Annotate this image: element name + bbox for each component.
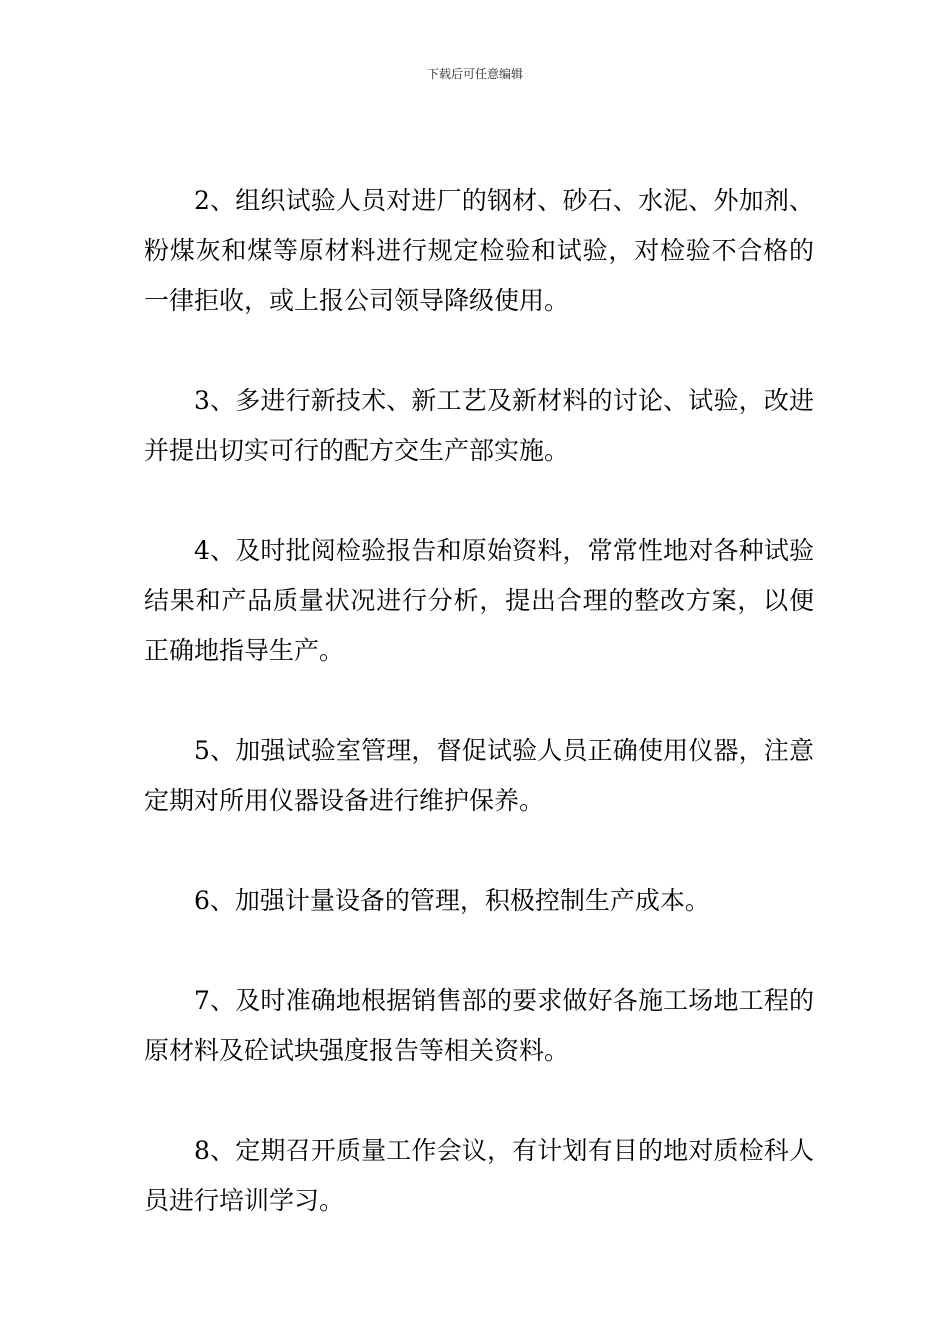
- paragraph-item-6: 6、加强计量设备的管理，积极控制生产成本。: [194, 886, 710, 915]
- paragraph-item-3: 3、多进行新技术、新工艺及新材料的讨论、试验，改进并提出切实可行的配方交生产部实施。: [144, 386, 814, 465]
- paragraph-item-4: 4、及时批阅检验报告和原始资料，常常性地对各种试验结果和产品质量状况进行分析，提出合理的整改方案，以便正确地指导生产。: [144, 536, 814, 665]
- paragraph-item-5: 5、加强试验室管理，督促试验人员正确使用仪器，注意定期对所用仪器设备进行维护保养。: [144, 736, 814, 815]
- paragraph-item-7: 7、及时准确地根据销售部的要求做好各施工场地工程的原材料及砼试块强度报告等相关资料。: [144, 986, 814, 1065]
- page-header: 下载后可任意编辑: [426, 67, 523, 81]
- paragraph-item-8: 8、定期召开质量工作会议，有计划有目的地对质检科人员进行培训学习。: [144, 1136, 814, 1215]
- paragraph-item-2: 2、组织试验人员对进厂的钢材、砂石、水泥、外加剂、粉煤灰和煤等原材料进行规定检验和试验，对检验不合格的一律拒收，或上报公司领导降级使用。: [144, 186, 814, 315]
